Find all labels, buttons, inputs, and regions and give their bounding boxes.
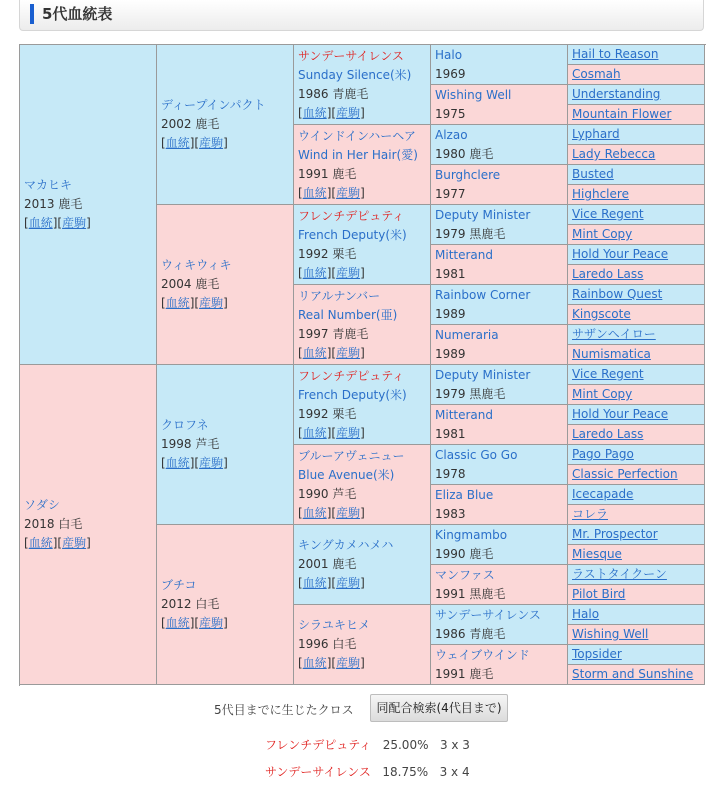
pedigree-cell-gen3 bbox=[294, 365, 431, 445]
horse-name-en[interactable]: Wind in Her Hair(愛) bbox=[298, 147, 418, 162]
produce-link[interactable]: 産駒 bbox=[336, 105, 361, 120]
horse-name[interactable]: Laredo Lass bbox=[572, 267, 644, 281]
horse-name[interactable]: Halo bbox=[572, 607, 600, 621]
horse-name[interactable]: Mitterand bbox=[435, 408, 493, 422]
cross-percent: 18.75% bbox=[382, 765, 429, 779]
pedigree-cell-gen3 bbox=[294, 605, 431, 685]
pedigree-cell-gen1 bbox=[20, 45, 157, 365]
pedigree-cell-gen5 bbox=[568, 585, 705, 605]
horse-birth-coat: 1981 bbox=[435, 267, 466, 281]
horse-name[interactable]: Understanding bbox=[572, 87, 661, 101]
horse-birth-coat: 2018 白毛 bbox=[24, 517, 83, 531]
pedigree-cell-gen5 bbox=[568, 85, 705, 105]
horse-birth-coat: 1977 bbox=[435, 187, 466, 201]
cross-horse-name[interactable]: フレンチデピュティ bbox=[265, 738, 372, 752]
horse-name[interactable]: Mint Copy bbox=[572, 387, 633, 401]
cross-label: 5代目までに生じたクロス bbox=[214, 703, 354, 717]
pedigree-links: [血統][産駒] bbox=[161, 296, 228, 310]
pedigree-links: [血統][産駒] bbox=[298, 185, 365, 200]
horse-name[interactable]: コレラ bbox=[572, 507, 609, 521]
horse-name[interactable]: Mint Copy bbox=[572, 227, 633, 241]
horse-name[interactable]: Kingscote bbox=[572, 307, 631, 321]
pedigree-cell-gen1 bbox=[20, 365, 157, 685]
pedigree-cell-gen2 bbox=[157, 365, 294, 525]
pedigree-cell-gen4 bbox=[431, 285, 568, 325]
horse-name-en[interactable]: Real Number(亜) bbox=[298, 307, 398, 322]
pedigree-cell-gen5 bbox=[568, 465, 705, 485]
pedigree-cell-gen5 bbox=[568, 625, 705, 645]
pedigree-cell-gen5 bbox=[568, 565, 705, 585]
pedigree-cell-gen5 bbox=[568, 385, 705, 405]
horse-birth-coat: 2012 白毛 bbox=[161, 597, 220, 611]
produce-link[interactable]: 産駒 bbox=[199, 456, 224, 470]
horse-name[interactable]: Topsider bbox=[572, 647, 622, 661]
pedigree-cell-gen5 bbox=[568, 365, 705, 385]
pedigree-links: [血統][産駒] bbox=[298, 345, 365, 360]
pedigree-links: [血統][産駒] bbox=[298, 105, 365, 120]
produce-link[interactable]: 産駒 bbox=[336, 345, 361, 360]
section-header bbox=[19, 0, 704, 31]
pedigree-cell-gen5 bbox=[568, 265, 705, 285]
pedigree-links: [血統][産駒] bbox=[161, 456, 228, 470]
pedigree-cell-gen2 bbox=[157, 205, 294, 365]
horse-name[interactable]: ブチコ bbox=[161, 578, 197, 592]
horse-birth-coat: 1996 白毛 bbox=[298, 637, 357, 651]
horse-birth-coat: 1969 bbox=[435, 67, 466, 81]
horse-name[interactable]: Numismatica bbox=[572, 347, 651, 361]
horse-name[interactable]: Hold Your Peace bbox=[572, 247, 669, 261]
horse-name[interactable]: Deputy Minister bbox=[435, 208, 531, 222]
horse-name[interactable]: ディープインパクト bbox=[161, 98, 266, 112]
horse-name[interactable]: ソダシ bbox=[24, 498, 60, 512]
horse-birth-coat: 1998 芦毛 bbox=[161, 437, 220, 451]
cross-row bbox=[265, 763, 470, 780]
horse-name[interactable]: フレンチデピュティ bbox=[298, 368, 405, 383]
pedigree-cell-gen3 bbox=[294, 525, 431, 605]
horse-name[interactable]: Deputy Minister bbox=[435, 368, 531, 382]
horse-birth-coat: 1986 青鹿毛 bbox=[435, 627, 506, 641]
produce-link[interactable]: 産駒 bbox=[336, 576, 361, 590]
horse-birth-coat: 1979 黒鹿毛 bbox=[435, 387, 506, 401]
pedigree-links: [血統][産駒] bbox=[298, 656, 365, 670]
horse-name[interactable]: リアルナンバー bbox=[298, 288, 381, 303]
pedigree-cell-gen4 bbox=[431, 205, 568, 245]
horse-name[interactable]: Lyphard bbox=[572, 127, 620, 141]
pedigree-links: [血統][産駒] bbox=[161, 616, 228, 630]
pedigree-link[interactable]: 血統 bbox=[302, 576, 327, 590]
horse-birth-coat: 1989 bbox=[435, 307, 466, 321]
pedigree-link[interactable]: 血統 bbox=[165, 456, 190, 470]
pedigree-cell-gen5 bbox=[568, 125, 705, 145]
horse-birth-coat: 1981 bbox=[435, 427, 466, 441]
pedigree-cell-gen4 bbox=[431, 405, 568, 445]
produce-link[interactable]: 産駒 bbox=[336, 265, 361, 280]
pedigree-cell-gen5 bbox=[568, 605, 705, 625]
cross-horse-name[interactable]: サンデーサイレンス bbox=[265, 765, 371, 779]
horse-name[interactable]: Vice Regent bbox=[572, 367, 644, 381]
horse-name[interactable]: Lady Rebecca bbox=[572, 147, 656, 161]
horse-birth-coat: 1975 bbox=[435, 107, 466, 121]
pedigree-link[interactable]: 血統 bbox=[28, 216, 53, 230]
horse-birth-coat: 1992 栗毛 bbox=[298, 246, 357, 261]
pedigree-link[interactable]: 血統 bbox=[165, 296, 190, 310]
horse-name[interactable]: Highclere bbox=[572, 187, 629, 201]
horse-name[interactable]: Icecapade bbox=[572, 487, 634, 501]
pedigree-cell-gen5 bbox=[568, 485, 705, 505]
pedigree-link[interactable]: 血統 bbox=[165, 136, 190, 150]
horse-name[interactable]: Kingmambo bbox=[435, 528, 508, 542]
horse-name[interactable]: Busted bbox=[572, 167, 614, 181]
horse-birth-coat: 1978 bbox=[435, 467, 466, 481]
horse-birth-coat: 1980 鹿毛 bbox=[435, 147, 494, 161]
pedigree-cell-gen2 bbox=[157, 525, 294, 685]
horse-name[interactable]: サザンヘイロー bbox=[572, 327, 656, 341]
horse-name[interactable]: キングカメハメハ bbox=[298, 538, 394, 552]
horse-name[interactable]: Classic Perfection bbox=[572, 467, 678, 481]
horse-name[interactable]: Mitterand bbox=[435, 248, 493, 262]
horse-birth-coat: 2001 鹿毛 bbox=[298, 557, 357, 571]
horse-birth-coat: 2013 鹿毛 bbox=[24, 197, 83, 211]
pedigree-cell-gen5 bbox=[568, 285, 705, 305]
pedigree-cell-gen4 bbox=[431, 605, 568, 645]
horse-name[interactable]: Hail to Reason bbox=[572, 47, 659, 61]
pedigree-table bbox=[19, 44, 706, 686]
pedigree-cell-gen5 bbox=[568, 185, 705, 205]
pedigree-cell-gen5 bbox=[568, 225, 705, 245]
pedigree-cell-gen5 bbox=[568, 405, 705, 425]
pedigree-links: [血統][産駒] bbox=[298, 505, 365, 520]
produce-link[interactable]: 産駒 bbox=[62, 216, 87, 230]
horse-name[interactable]: Rainbow Corner bbox=[435, 288, 531, 302]
horse-name[interactable]: マカヒキ bbox=[24, 178, 73, 192]
horse-birth-coat: 1983 bbox=[435, 507, 466, 521]
pedigree-cell-gen4 bbox=[431, 445, 568, 485]
pedigree-cell-gen3 bbox=[294, 45, 431, 125]
horse-name[interactable]: Cosmah bbox=[572, 67, 621, 81]
pedigree-links: [血統][産駒] bbox=[24, 536, 91, 550]
pedigree-link[interactable]: 血統 bbox=[302, 185, 327, 200]
pedigree-cell-gen5 bbox=[568, 165, 705, 185]
header-accent-bar bbox=[30, 4, 34, 24]
pedigree-link[interactable]: 血統 bbox=[302, 345, 327, 360]
horse-name-en[interactable]: French Deputy(米) bbox=[298, 227, 407, 242]
pedigree-cell-gen4 bbox=[431, 525, 568, 565]
horse-name[interactable]: Halo bbox=[435, 48, 463, 62]
pedigree-cell-gen4 bbox=[431, 165, 568, 205]
produce-link[interactable]: 産駒 bbox=[336, 185, 361, 200]
horse-name[interactable]: Mr. Prospector bbox=[572, 527, 658, 541]
pedigree-cell-gen3 bbox=[294, 285, 431, 365]
cross-generations: 3 x 4 bbox=[439, 765, 470, 779]
pedigree-cell-gen3 bbox=[294, 205, 431, 285]
horse-name-en[interactable]: French Deputy(米) bbox=[298, 387, 407, 402]
horse-birth-coat: 1992 栗毛 bbox=[298, 406, 357, 421]
horse-name[interactable]: Mountain Flower bbox=[572, 107, 672, 121]
pedigree-cell-gen3 bbox=[294, 445, 431, 525]
horse-name[interactable]: Eliza Blue bbox=[435, 488, 494, 502]
horse-name-en[interactable]: Blue Avenue(米) bbox=[298, 467, 395, 482]
horse-name-en[interactable]: Sunday Silence(米) bbox=[298, 67, 412, 82]
horse-name[interactable]: Rainbow Quest bbox=[572, 287, 663, 301]
pedigree-link[interactable]: 血統 bbox=[302, 425, 327, 440]
produce-link[interactable]: 産駒 bbox=[199, 616, 224, 630]
pedigree-cell-gen2 bbox=[157, 45, 294, 205]
horse-birth-coat: 1991 黒鹿毛 bbox=[435, 587, 506, 601]
section-title: 5代血統表 bbox=[42, 5, 113, 23]
cross-row bbox=[265, 736, 470, 753]
horse-name[interactable]: Wishing Well bbox=[435, 88, 512, 102]
horse-name[interactable]: ウェイブウインド bbox=[435, 648, 530, 662]
horse-name[interactable]: Laredo Lass bbox=[572, 427, 644, 441]
horse-birth-coat: 1990 芦毛 bbox=[298, 486, 357, 501]
pedigree-cell-gen5 bbox=[568, 145, 705, 165]
horse-name[interactable]: Burghclere bbox=[435, 168, 501, 182]
horse-birth-coat: 1989 bbox=[435, 347, 466, 361]
pedigree-links: [血統][産駒] bbox=[161, 136, 228, 150]
pedigree-cell-gen5 bbox=[568, 645, 705, 665]
produce-link[interactable]: 産駒 bbox=[336, 425, 361, 440]
pedigree-cell-gen3 bbox=[294, 125, 431, 205]
horse-birth-coat: 2002 鹿毛 bbox=[161, 117, 220, 131]
pedigree-cell-gen5 bbox=[568, 325, 705, 345]
pedigree-cell-gen5 bbox=[568, 205, 705, 225]
pedigree-cell-gen5 bbox=[568, 105, 705, 125]
horse-birth-coat: 1991 鹿毛 bbox=[435, 667, 494, 681]
pedigree-link[interactable]: 血統 bbox=[302, 505, 327, 520]
horse-name[interactable]: Storm and Sunshine bbox=[572, 667, 694, 681]
pedigree-cell-gen5 bbox=[568, 345, 705, 365]
pedigree-links: [血統][産駒] bbox=[24, 216, 91, 230]
pedigree-cell-gen4 bbox=[431, 565, 568, 605]
horse-name[interactable]: サンデーサイレンス bbox=[435, 608, 541, 622]
pedigree-cell-gen5 bbox=[568, 545, 705, 565]
cross-generations: 3 x 3 bbox=[439, 738, 470, 752]
horse-name[interactable]: クロフネ bbox=[161, 418, 209, 432]
horse-name[interactable]: ウィキウィキ bbox=[161, 258, 232, 272]
horse-name[interactable]: Wishing Well bbox=[572, 627, 649, 641]
pedigree-link[interactable]: 血統 bbox=[165, 616, 190, 630]
horse-name[interactable]: ラストタイクーン bbox=[572, 567, 667, 581]
pedigree-cell-gen5 bbox=[568, 525, 705, 545]
pedigree-link[interactable]: 血統 bbox=[28, 536, 53, 550]
horse-name[interactable]: Classic Go Go bbox=[435, 448, 518, 462]
pedigree-cell-gen5 bbox=[568, 665, 705, 685]
pedigree-cell-gen4 bbox=[431, 365, 568, 405]
pedigree-link[interactable]: 血統 bbox=[302, 105, 327, 120]
pedigree-link[interactable]: 血統 bbox=[302, 656, 327, 670]
horse-name[interactable]: ウインドインハーヘア bbox=[298, 128, 416, 143]
horse-name[interactable]: Miesque bbox=[572, 547, 622, 561]
pedigree-links: [血統][産駒] bbox=[298, 425, 365, 440]
horse-name[interactable]: Hold Your Peace bbox=[572, 407, 669, 421]
pedigree-cell-gen4 bbox=[431, 645, 568, 685]
produce-link[interactable]: 産駒 bbox=[62, 536, 87, 550]
pedigree-cell-gen4 bbox=[431, 45, 568, 85]
pedigree-cell-gen4 bbox=[431, 85, 568, 125]
pedigree-cell-gen5 bbox=[568, 45, 705, 65]
pedigree-cell-gen5 bbox=[568, 245, 705, 265]
pedigree-cell-gen4 bbox=[431, 325, 568, 365]
pedigree-cell-gen4 bbox=[431, 125, 568, 165]
pedigree-cell-gen5 bbox=[568, 65, 705, 85]
pedigree-cell-gen5 bbox=[568, 425, 705, 445]
produce-link[interactable]: 産駒 bbox=[336, 656, 361, 670]
horse-name[interactable]: Pago Pago bbox=[572, 447, 634, 461]
pedigree-cell-gen5 bbox=[568, 305, 705, 325]
pedigree-links: [血統][産駒] bbox=[298, 576, 365, 590]
pedigree-links: [血統][産駒] bbox=[298, 265, 365, 280]
horse-name[interactable]: サンデーサイレンス bbox=[298, 48, 404, 63]
horse-name[interactable]: フレンチデピュティ bbox=[298, 208, 405, 223]
pedigree-cell-gen4 bbox=[431, 485, 568, 525]
horse-name[interactable]: Numeraria bbox=[435, 328, 499, 342]
produce-link[interactable]: 産駒 bbox=[199, 296, 224, 310]
horse-name[interactable]: ブルーアヴェニュー bbox=[298, 448, 405, 463]
produce-link[interactable]: 産駒 bbox=[199, 136, 224, 150]
pedigree-cell-gen5 bbox=[568, 445, 705, 465]
horse-birth-coat: 1990 鹿毛 bbox=[435, 547, 494, 561]
horse-name[interactable]: Alzao bbox=[435, 128, 468, 142]
horse-name[interactable]: Pilot Bird bbox=[572, 587, 626, 601]
horse-name[interactable]: マンファス bbox=[435, 568, 495, 582]
pedigree-cell-gen5 bbox=[568, 505, 705, 525]
horse-birth-coat: 2004 鹿毛 bbox=[161, 277, 220, 291]
horse-birth-coat: 1986 青鹿毛 bbox=[298, 86, 369, 101]
horse-birth-coat: 1979 黒鹿毛 bbox=[435, 227, 506, 241]
cross-percent: 25.00% bbox=[382, 738, 429, 752]
horse-birth-coat: 1997 青鹿毛 bbox=[298, 326, 369, 341]
pedigree-link[interactable]: 血統 bbox=[302, 265, 327, 280]
pedigree-cell-gen4 bbox=[431, 245, 568, 285]
horse-name[interactable]: シラユキヒメ bbox=[298, 618, 371, 632]
horse-name[interactable]: Vice Regent bbox=[572, 207, 644, 221]
horse-birth-coat: 1991 鹿毛 bbox=[298, 166, 357, 181]
same-cross-search-button[interactable]: 同配合検索(4代目まで) bbox=[370, 694, 508, 722]
produce-link[interactable]: 産駒 bbox=[336, 505, 361, 520]
